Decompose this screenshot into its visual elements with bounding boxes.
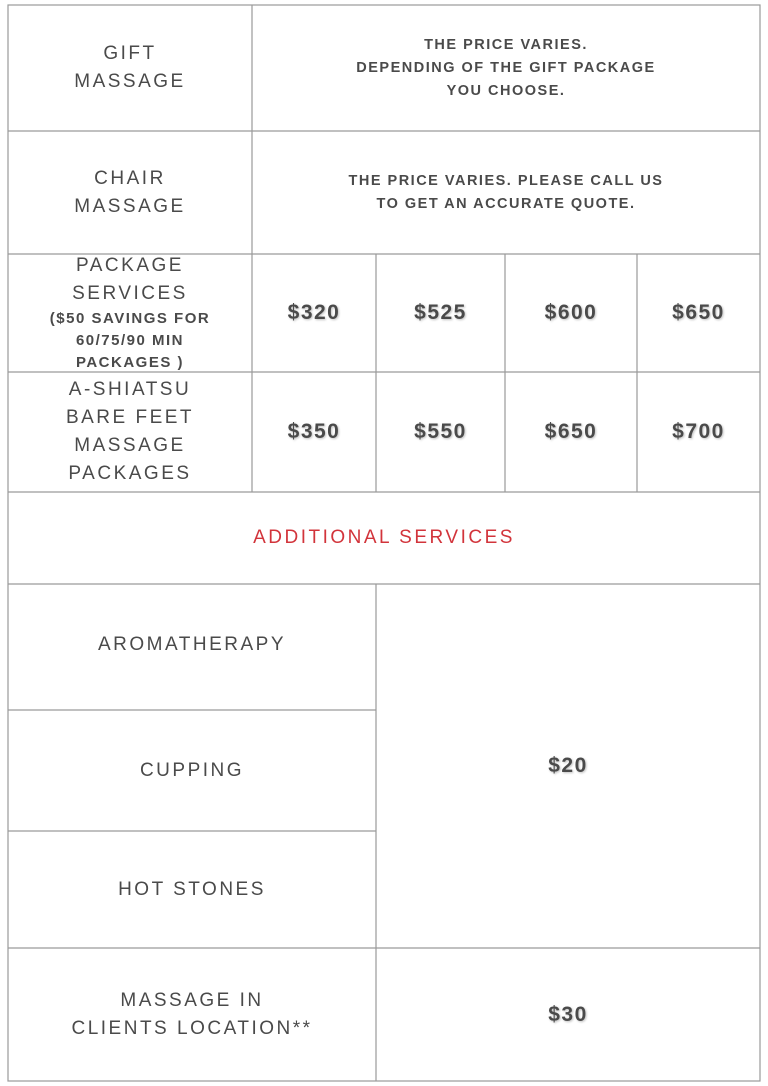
service-aromatherapy: AROMATHERAPY <box>97 634 286 655</box>
gift-massage-cell <box>8 5 252 131</box>
shiatsu-price-cell <box>637 372 760 492</box>
location-cell <box>8 948 376 1081</box>
shiatsu-price-4: $700 <box>672 420 725 443</box>
shiatsu-price-cell <box>376 372 505 492</box>
package-price-1: $320 <box>287 301 341 324</box>
shiatsu-price-2: $550 <box>414 420 467 443</box>
package-price-3: $600 <box>544 301 598 324</box>
service-cell <box>8 710 376 831</box>
chair-massage-note-cell <box>252 131 760 254</box>
service-hot-stones: HOT STONES <box>118 878 266 900</box>
shiatsu-price-1: $350 <box>287 420 341 443</box>
chair-massage-label: CHAIR MASSAGE <box>74 167 186 217</box>
location-price-cell <box>376 948 760 1081</box>
shiatsu-price-cell <box>505 372 637 492</box>
package-price-cell <box>376 254 505 372</box>
location-label: MASSAGE IN CLIENTS LOCATION** <box>71 989 313 1039</box>
chair-massage-note: THE PRICE VARIES. PLEASE CALL US TO GET AN ACCURATE QUOTE. <box>348 172 664 212</box>
service-cell <box>8 831 376 948</box>
package-services-cell <box>8 254 252 372</box>
shiatsu-label: A-SHIATSU BARE FEET MASSAGE PACKAGES <box>65 379 195 484</box>
services-price: $20 <box>548 754 588 777</box>
service-cell <box>8 584 376 710</box>
gift-massage-note-cell <box>252 5 760 131</box>
chair-massage-cell <box>8 131 252 254</box>
package-price-2: $525 <box>414 301 467 324</box>
service-cupping: CUPPING <box>139 759 245 781</box>
additional-services-heading: ADDITIONAL SERVICES <box>253 527 515 548</box>
gift-massage-label: GIFT MASSAGE <box>74 43 186 92</box>
services-price-cell <box>376 584 760 948</box>
location-price: $30 <box>548 1002 588 1026</box>
package-price-cell <box>505 254 637 372</box>
additional-services-heading-cell <box>8 492 760 584</box>
gift-massage-note: THE PRICE VARIES. DEPENDING OF THE GIFT PACKAGE YOU CHOOSE. <box>356 36 656 99</box>
shiatsu-cell <box>8 372 252 492</box>
package-services-sublabel: ($50 SAVINGS FOR 60/75/90 MIN PACKAGES ) <box>49 310 211 371</box>
package-services-label: PACKAGE SERVICES <box>72 255 188 304</box>
package-price-4: $650 <box>672 301 725 324</box>
package-price-cell <box>252 254 376 372</box>
package-price-cell <box>637 254 760 372</box>
shiatsu-price-cell <box>252 372 376 492</box>
shiatsu-price-3: $650 <box>544 420 598 443</box>
